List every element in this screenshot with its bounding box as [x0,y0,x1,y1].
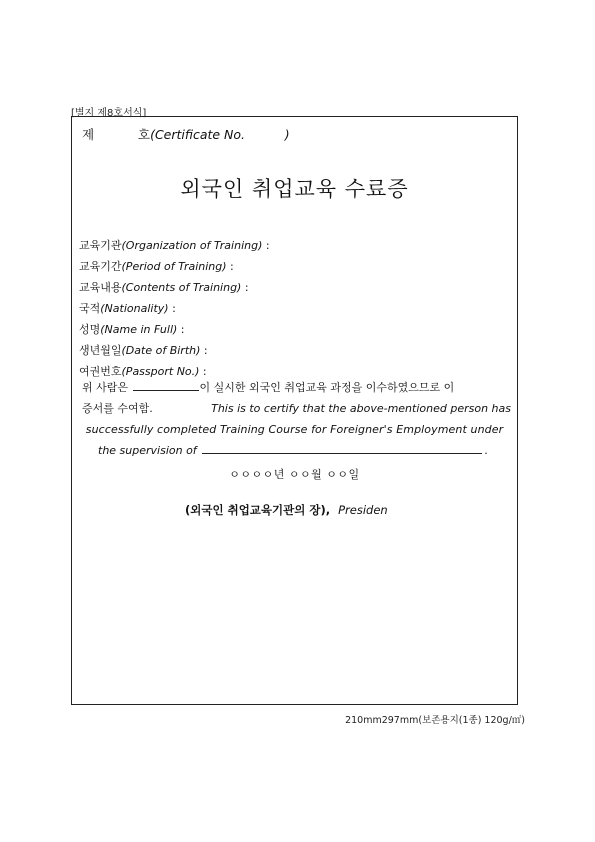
organization-blank [133,378,199,391]
field-separator: : [168,302,176,315]
field-period [79,256,270,277]
signature-en: Presiden [338,503,388,517]
field-contents [79,277,270,298]
field-name [79,319,270,340]
statement-ko-part3: 증서를 수여함. [82,402,153,415]
field-label-ko: 교육기관 [79,239,122,252]
field-separator: : [199,365,207,378]
field-label-en: (Contents of Training) [121,281,242,294]
certificate-number [82,125,290,143]
statement-period: . [484,444,488,457]
field-label-ko: 생년월일 [79,344,122,357]
field-label-en: (Nationality) [100,302,169,315]
supervisor-blank [202,441,482,454]
certificate-title: 외국인 취업교육 수료증 [180,177,409,201]
field-label-ko: 성명 [79,323,101,336]
field-separator: : [241,281,249,294]
certificate-frame [71,116,518,705]
field-label-ko: 국적 [79,302,101,315]
field-list [79,235,270,382]
field-label-en: (Period of Training) [121,260,227,273]
field-separator: : [226,260,234,273]
certification-statement [72,377,517,461]
statement-en-part1: This is to certify that the above-mentioned person has [211,402,511,415]
paper-specification: 210mm297mm(보존용지(1종) 120g/㎡) [345,715,525,726]
certificate-no-label: (Certificate No. ) [150,127,290,142]
field-date-of-birth [79,340,270,361]
statement-en-line4: the supervision of [98,444,197,457]
statement-ko-part1: 위 사람은 [82,381,129,394]
signature-ko: (외국인 취업교육기관의 장), [185,503,331,517]
form-reference: [별지 제8호서식] [71,108,147,119]
number-suffix: 호 [138,127,151,142]
field-label-en: (Date of Birth) [121,344,201,357]
statement-line-4 [72,440,517,461]
statement-line-3: successfully completed Training Course for Foreigner's Employment under [85,423,504,436]
statement-line-2 [72,398,517,419]
issue-date: ㅇㅇㅇㅇ년 ㅇㅇ월 ㅇㅇ일 [229,468,360,481]
statement-line-1 [72,377,517,398]
field-label-en: (Passport No.) [121,365,200,378]
signature-line [185,502,388,518]
field-label-ko: 교육내용 [79,281,122,294]
field-separator: : [200,344,208,357]
field-separator: : [177,323,185,336]
field-label-en: (Name in Full) [100,323,178,336]
field-organization [79,235,270,256]
field-separator: : [262,239,270,252]
field-label-ko: 여권번호 [79,365,122,378]
field-label-ko: 교육기간 [79,260,122,273]
number-prefix: 제 [82,127,95,142]
statement-ko-part2: 이 실시한 외국인 취업교육 과정을 이수하였으므로 이 [199,381,455,394]
field-nationality [79,298,270,319]
field-label-en: (Organization of Training) [121,239,263,252]
